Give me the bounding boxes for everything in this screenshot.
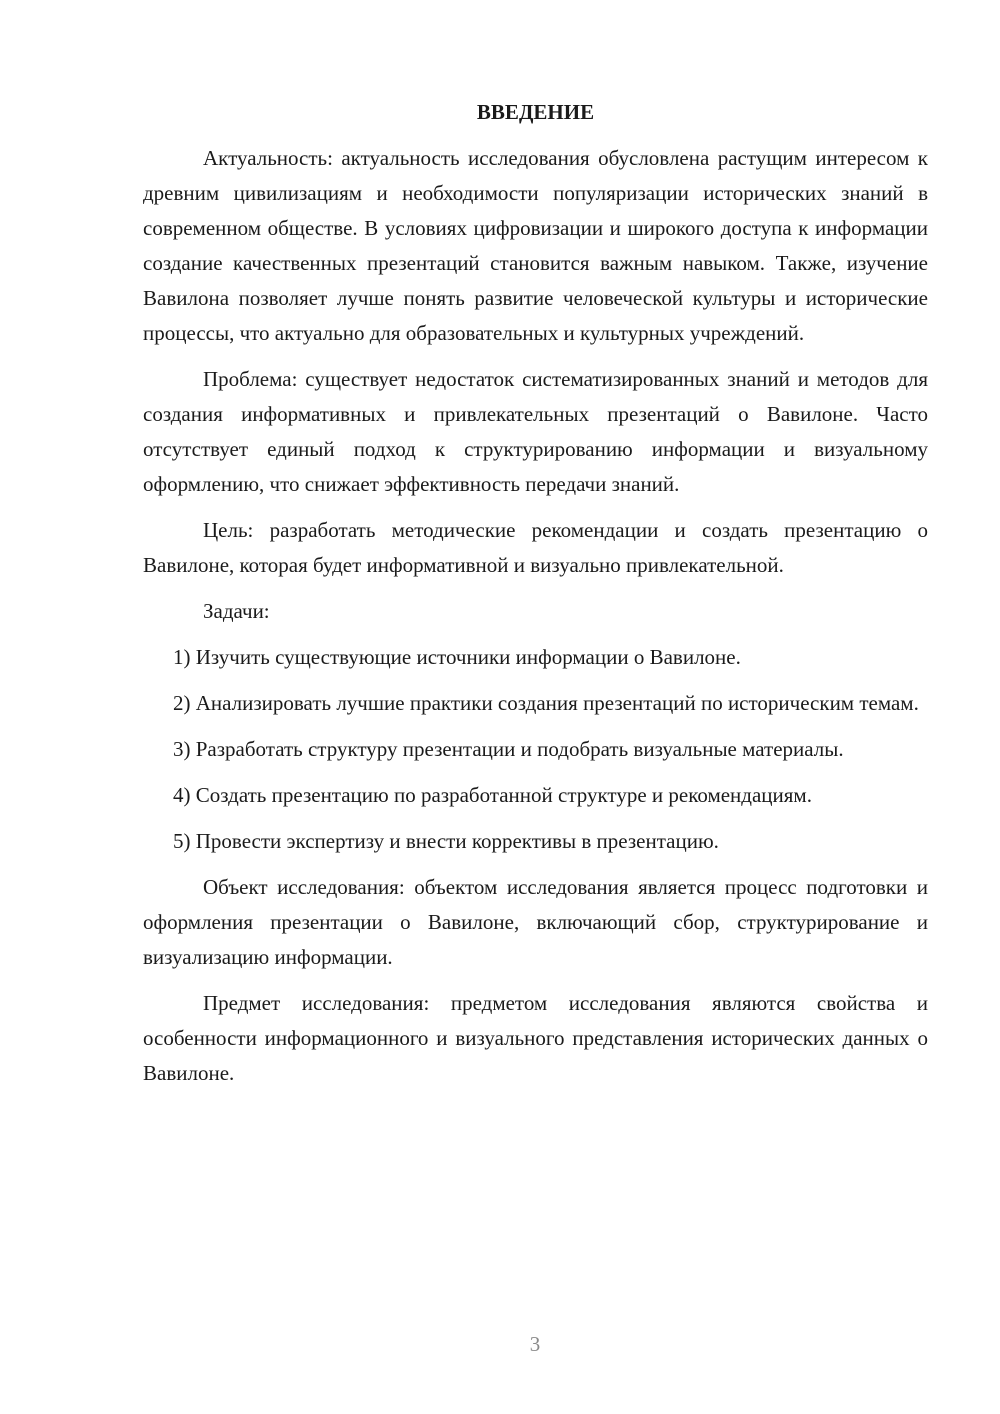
task-item-5: 5) Провести экспертизу и внести коррективы в презентацию. [173, 829, 719, 853]
paragraph-subject: Предмет исследования: предметом исследования являются свойства и особенности информационного и визуального представления исторических данных о Вавилоне. [143, 991, 928, 1085]
paragraph-relevance: Актуальность: актуальность исследования обусловлена растущим интересом к древним цивилизациям и необходимости популяризации исторических знаний в современном обществе. В условиях цифровизации и широкого доступа к информации создание качественных презентаций становится важным навыком. Также, изучение Вавилона позволяет лучше понять развитие человеческой культуры и исторические процессы, что актуально для образовательных и культурных учреждений. [143, 146, 928, 345]
task-list [143, 640, 928, 859]
task-item-2: 2) Анализировать лучшие практики создания презентаций по историческим темам. [173, 691, 919, 715]
tasks-heading: Задачи: [203, 599, 270, 623]
task-item-3: 3) Разработать структуру презентации и подобрать визуальные материалы. [173, 737, 844, 761]
document-page [143, 95, 928, 1102]
page-number: 3 [529, 1332, 541, 1356]
paragraph-goal: Цель: разработать методические рекомендации и создать презентацию о Вавилоне, которая будет информативной и визуально привлекательной. [143, 518, 928, 577]
paragraph-problem: Проблема: существует недостаток систематизированных знаний и методов для создания информативных и привлекательных презентаций о Вавилоне. Часто отсутствует единый подход к структурированию информации и визуальному оформлению, что снижает эффективность передачи знаний. [143, 367, 928, 496]
paragraph-object: Объект исследования: объектом исследования является процесс подготовки и оформления презентации о Вавилоне, включающий сбор, структурирование и визуализацию информации. [143, 875, 928, 969]
section-title: ВВЕДЕНИЕ [476, 100, 595, 124]
task-item-4: 4) Создать презентацию по разработанной структуре и рекомендациям. [173, 783, 812, 807]
task-item-1: 1) Изучить существующие источники информации о Вавилоне. [173, 645, 741, 669]
